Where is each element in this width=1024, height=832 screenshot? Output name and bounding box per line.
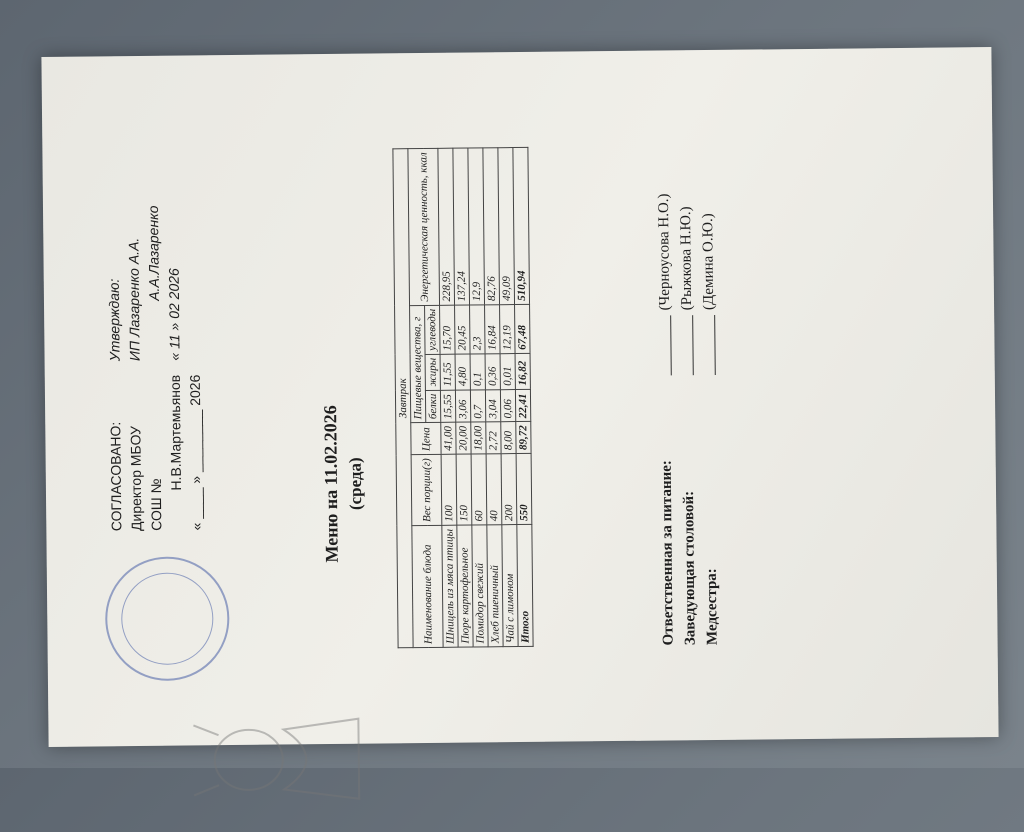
cell-carbs: 15,70 (440, 305, 456, 354)
agreement-school: СОШ № (147, 478, 165, 531)
cell-weight: 40 (486, 454, 502, 525)
cell-protein: 0,06 (500, 389, 515, 422)
header-fat: жиры (425, 354, 440, 390)
approval-block (102, 141, 184, 362)
cell-protein: 15,55 (440, 390, 455, 423)
approval-date: « 11 » 02 2026 (165, 268, 183, 361)
cell-weight: 150 (456, 454, 472, 525)
cell-name: Помидор свежий (472, 525, 488, 647)
cell-price: 89,72 (516, 422, 531, 454)
signature-line (698, 315, 716, 375)
cell-weight: 550 (516, 453, 532, 524)
cell-carbs: 12,19 (500, 304, 516, 353)
staff-name: (Рыжкова Н.Ю.) (678, 206, 696, 311)
menu-day: (среда) (345, 457, 366, 511)
cell-price: 18,00 (471, 422, 486, 454)
cell-fat: 0,01 (500, 353, 515, 389)
header-energy: Энергетическая ценность, ккал (408, 148, 440, 305)
paper-sheet (41, 47, 998, 747)
cell-carbs: 67,48 (515, 304, 531, 353)
cell-protein: 22,41 (515, 389, 530, 422)
cell-fat: 0,36 (485, 354, 500, 390)
approval-signer: А.А.Лазаренко (144, 205, 162, 301)
agreement-title: СОГЛАСОВАНО: (107, 421, 125, 532)
staff-role: Заведующая столовой: (680, 490, 699, 646)
cell-name: Итого (517, 524, 533, 646)
cell-price: 2,72 (486, 422, 501, 454)
agreement-block (104, 330, 206, 531)
cell-weight: 60 (471, 454, 487, 525)
cell-fat: 11,55 (440, 354, 455, 390)
signature-line (654, 315, 672, 375)
cell-fat: 4,80 (455, 354, 470, 390)
header-nutrients: Пищевые вещества, г (410, 305, 426, 423)
cell-name: Шницель из мяса птицы (442, 525, 458, 647)
cell-name: Хлеб пшеничный (487, 525, 503, 647)
cell-name: Чай с лимоном (502, 524, 518, 646)
cell-weight: 200 (501, 454, 517, 525)
agreement-signer: Н.В.Мартемьянов (166, 374, 184, 491)
cell-protein: 3,04 (485, 389, 500, 422)
staff-signatures (652, 125, 723, 646)
cell-name: Пюре картофельное (457, 525, 473, 647)
cell-price: 41,00 (441, 422, 456, 454)
cell-carbs: 2,3 (470, 305, 486, 354)
staff-row (696, 125, 723, 645)
header-protein: белки (425, 390, 440, 423)
cell-energy: 49,09 (498, 148, 515, 305)
document-page (72, 133, 949, 832)
cell-energy: 228,95 (438, 148, 455, 305)
cell-price: 8,00 (501, 422, 516, 454)
staff-role: Медсестра: (703, 568, 721, 646)
cell-weight: 100 (441, 454, 457, 525)
approval-title: Утверждаю: (105, 278, 123, 362)
cell-protein: 0,7 (470, 389, 485, 422)
section-label: Завтрак (393, 149, 413, 648)
cell-price: 20,00 (456, 422, 471, 454)
approval-org: ИП Лазаренко А.А. (125, 237, 143, 362)
header-weight: Вес порции(г) (411, 454, 442, 525)
cell-carbs: 16,84 (485, 304, 501, 353)
cell-protein: 3,06 (455, 390, 470, 423)
cell-energy: 137,24 (453, 148, 470, 305)
header-carbs: углеводы (425, 305, 441, 354)
cell-carbs: 20,45 (455, 305, 471, 354)
agreement-position: Директор МБОУ (127, 425, 145, 532)
cell-fat: 16,82 (515, 353, 530, 389)
cell-fat: 0,1 (470, 354, 485, 390)
cell-energy: 82,76 (483, 148, 500, 305)
staff-role: Ответственная за питание: (658, 460, 677, 646)
staff-name: (Черноусова Н.О.) (655, 193, 674, 311)
header-price: Цена (411, 423, 441, 455)
agreement-date: « ____ » ________ 2026 (186, 374, 205, 531)
cell-energy: 510,94 (513, 147, 530, 304)
staff-name: (Демина О.Ю.) (700, 213, 718, 311)
stamp-seal (105, 556, 230, 681)
menu-title: Меню на 11.02.2026 (320, 405, 342, 563)
header-name: Наименование блюда (412, 525, 443, 647)
menu-table (392, 147, 533, 648)
signature-line (676, 315, 694, 375)
cell-energy: 12,9 (468, 148, 485, 305)
